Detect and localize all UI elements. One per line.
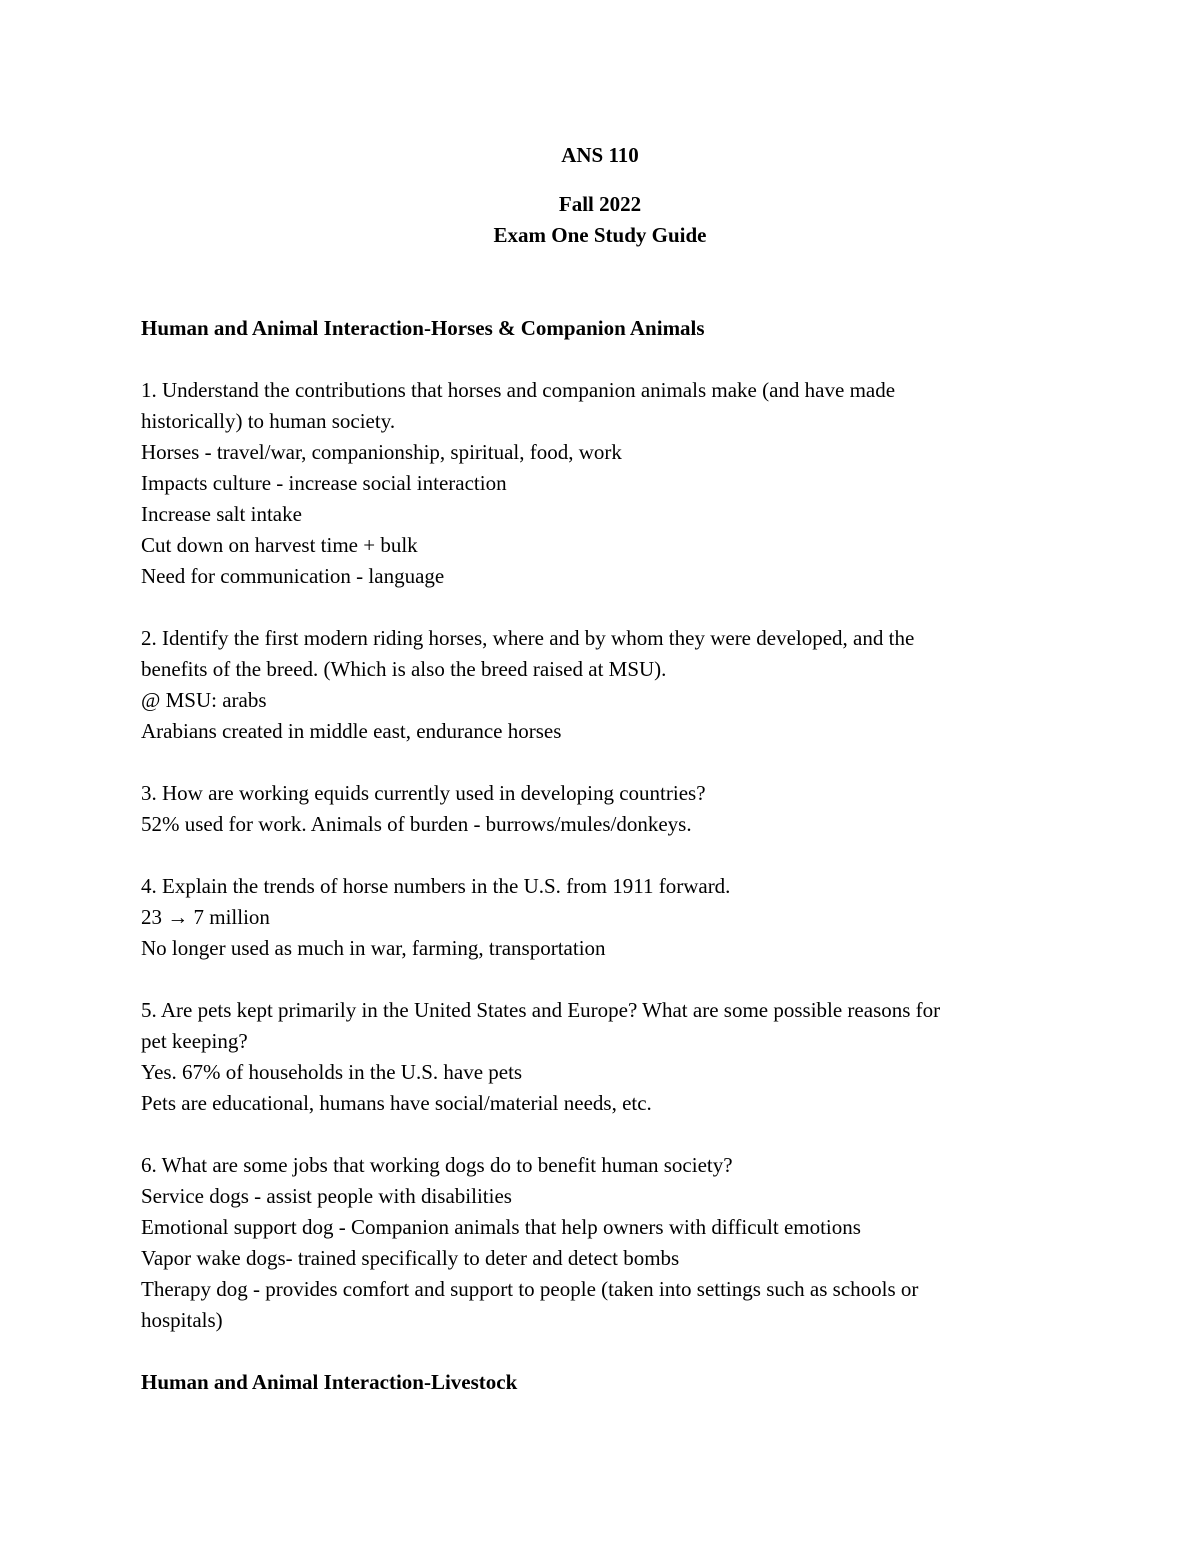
answer-line: Horses - travel/war, companionship, spiritual, food, work [141,440,622,464]
question-5 [141,995,1061,1119]
spacer [141,1336,1061,1367]
section-heading-horses-companion: Human and Animal Interaction-Horses & Companion Animals [141,316,705,340]
question-2 [141,623,1061,747]
spacer [141,1119,1061,1150]
answer-line: Increase salt intake [141,502,302,526]
spacer [141,840,1061,871]
answer-line: Vapor wake dogs- trained specifically to deter and detect bombs [141,1246,680,1270]
spacer [141,747,1061,778]
question-6 [141,1150,1061,1336]
course-code: ANS 110 [561,143,639,167]
question-2-text-line-2: benefits of the breed. (Which is also the breed raised at MSU). [141,657,667,681]
document-title: Exam One Study Guide [493,223,707,247]
spacer [141,344,1061,375]
question-2-text-line-1: 2. Identify the first modern riding horses, where and by whom they were developed, and the [141,626,915,650]
question-4-text-line-1: 4. Explain the trends of horse numbers in the U.S. from 1911 forward. [141,874,731,898]
spacer [141,964,1061,995]
answer-line: Therapy dog - provides comfort and support to people (taken into settings such as schools or [141,1277,919,1301]
question-3-text-line-1: 3. How are working equids currently used in developing countries? [141,781,706,805]
answer-line: No longer used as much in war, farming, transportation [141,936,606,960]
question-3 [141,778,1061,840]
answer-line: hospitals) [141,1308,223,1332]
term: Fall 2022 [558,192,642,216]
answer-line: Emotional support dog - Companion animals that help owners with difficult emotions [141,1215,861,1239]
answer-line: Service dogs - assist people with disabilities [141,1184,512,1208]
spacer [141,251,1061,313]
question-6-text-line-1: 6. What are some jobs that working dogs do to benefit human society? [141,1153,733,1177]
question-5-text-line-1: 5. Are pets kept primarily in the United States and Europe? What are some possible reasons for [141,998,941,1022]
question-1-text-line-2: historically) to human society. [141,409,396,433]
answer-line: Impacts culture - increase social interaction [141,471,507,495]
spacer [141,171,1061,189]
answer-line: Yes. 67% of households in the U.S. have pets [141,1060,523,1084]
answer-line: Arabians created in middle east, endurance horses [141,719,562,743]
document-body [141,140,1061,1398]
answer-line: 52% used for work. Animals of burden - burrows/mules/donkeys. [141,812,692,836]
section-heading-livestock: Human and Animal Interaction-Livestock [141,1370,518,1394]
answer-line: 23 → 7 million [141,905,270,929]
answer-line: Need for communication - language [141,564,445,588]
answer-line: Cut down on harvest time + bulk [141,533,418,557]
question-1 [141,375,1061,592]
spacer [141,592,1061,623]
answer-line: @ MSU: arabs [141,688,267,712]
question-1-text-line-1: 1. Understand the contributions that horses and companion animals make (and have made [141,378,896,402]
question-4 [141,871,1061,964]
answer-line: Pets are educational, humans have social/material needs, etc. [141,1091,652,1115]
question-5-text-line-2: pet keeping? [141,1029,248,1053]
